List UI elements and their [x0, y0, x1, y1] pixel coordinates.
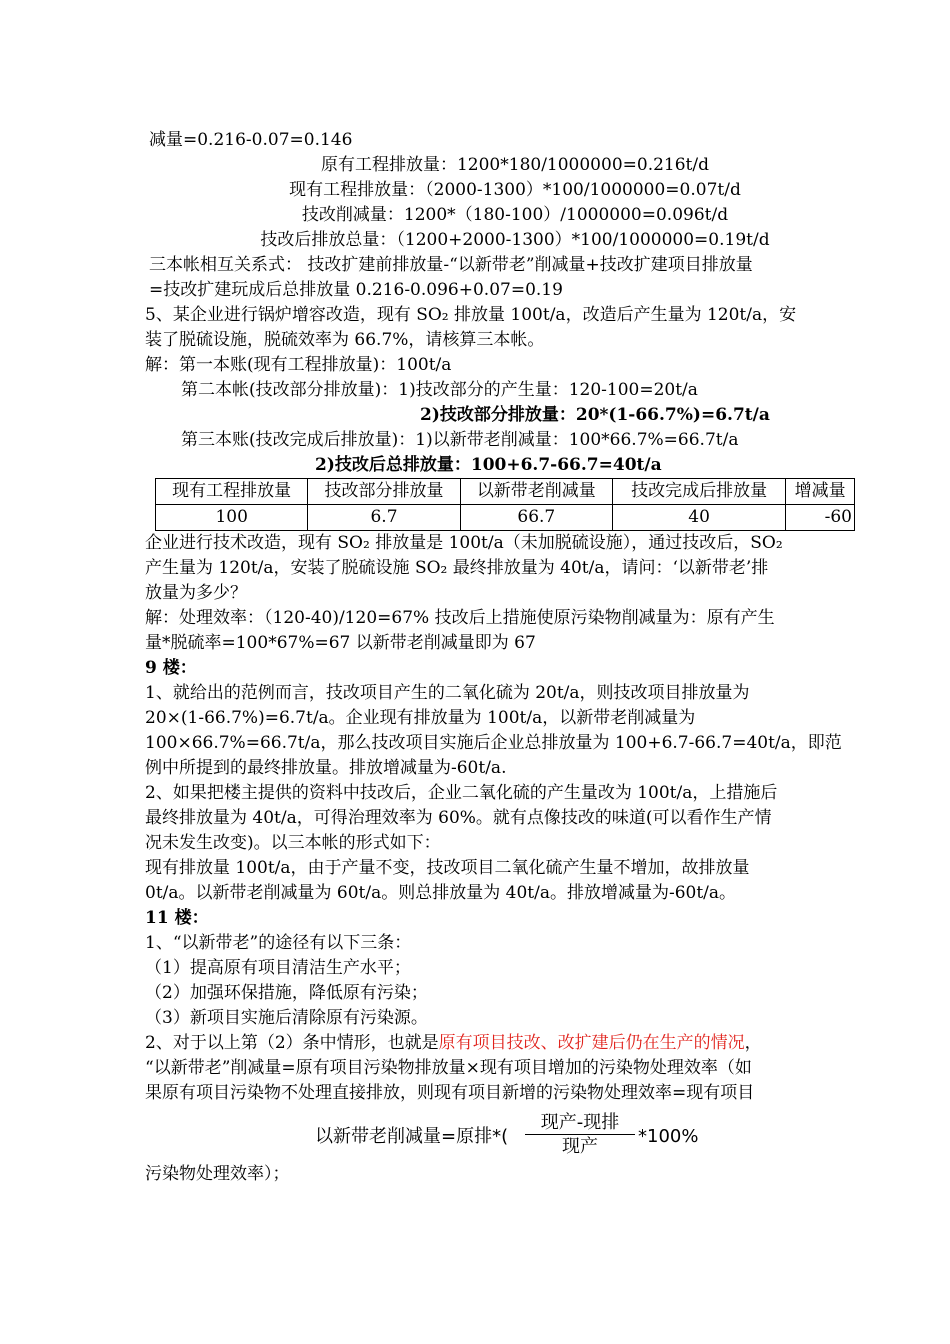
table-header-cell: 技改完成后排放量 — [612, 479, 785, 505]
text-line: 技改削减量：1200*（180-100）/1000000=0.096t/d — [301, 205, 729, 225]
formula-denominator: 现产 — [562, 1136, 598, 1157]
text-line: （2）加强环保措施，降低原有污染； — [145, 983, 428, 1003]
text-line: 现有工程排放量：（2000-1300）*100/1000000=0.07t/d — [289, 180, 741, 200]
text-line: 三本帐相互关系式： 技改扩建前排放量-“以新带老”削减量+技改扩建项目排放量 — [149, 255, 753, 275]
solution-line: 2)技改后总排放量：100+6.7-66.7=40t/a — [315, 455, 662, 475]
text-line: 技改后排放总量：（1200+2000-1300）*100/1000000=0.19t/d — [260, 230, 770, 250]
solution-line: 第二本帐(技改部分排放量)：1)技改部分的产生量：120-100=20t/a — [181, 380, 698, 400]
text-line: （3）新项目实施后清除原有污染源。 — [145, 1008, 428, 1028]
text-line: （1）提高原有项目清洁生产水平； — [145, 958, 411, 978]
table-row — [156, 505, 855, 531]
text-line: =技改扩建玩成后总排放量 0.216-0.096+0.07=0.19 — [149, 280, 563, 300]
text-line: 量*脱硫率=100*67%=67 以新带老削减量即为 67 — [145, 633, 536, 653]
text-line: 20×(1-66.7%)=6.7t/a。企业现有排放量为 100t/a，以新带老削减量为 — [145, 708, 696, 728]
formula-right: *100% — [638, 1126, 699, 1147]
text-line: 最终排放量为 40t/a，可得治理效率为 60%。就有点像技改的味道(可以看作生产情 — [145, 808, 772, 828]
question-5: 5、某企业进行锅炉增容改造，现有 SO₂ 排放量 100t/a，改造后产生量为 120t/a，安 — [145, 305, 797, 325]
text-line: 企业进行技术改造，现有 SO₂ 排放量是 100t/a（未加脱硫设施），通过技改后，SO₂ — [145, 533, 783, 553]
text-line: 1、“以新带老”的途径有以下三条： — [145, 933, 412, 953]
document-page — [145, 128, 852, 1187]
table-cell: 40 — [612, 505, 785, 531]
floor-heading: 9 楼： — [145, 658, 197, 678]
text-line: 100×66.7%=66.7t/a，那么技改项目实施后企业总排放量为 100+6.7-66.7=40t/a，即范 — [145, 733, 842, 753]
text-line: 放量为多少？ — [145, 583, 247, 603]
text-line: 果原有项目污染物不处理直接排放，则现有项目新增的污染物处理效率=现有项目 — [145, 1083, 755, 1103]
text-line: 装了脱硫设施，脱硫效率为 66.7%，请核算三本帐。 — [145, 330, 545, 350]
table-header-cell: 技改部分排放量 — [308, 479, 460, 505]
floor-heading: 11 楼： — [145, 908, 209, 928]
text-line: “以新带老”削减量=原有项目污染物排放量×现有项目增加的污染物处理效率（如 — [145, 1058, 752, 1078]
text-span: 2、对于以上第（2）条中情形，也就是 — [145, 1033, 439, 1053]
text-line: 况未发生改变)。以三本帐的形式如下： — [145, 833, 441, 853]
solution-line: 第三本账(技改完成后排放量)：1)以新带老削减量：100*66.7%=66.7t/a — [181, 430, 739, 450]
text-line: 1、就给出的范例而言，技改项目产生的二氧化硫为 20t/a，则技改项目排放量为 — [145, 683, 750, 703]
text-line: 例中所提到的最终排放量。排放增减量为-60t/a. — [145, 758, 507, 778]
text-line: 现有排放量 100t/a，由于产量不变，技改项目二氧化硫产生量不增加，故排放量 — [145, 858, 750, 878]
text-span: ， — [744, 1033, 762, 1053]
formula-left: 以新带老削减量=原排*( — [315, 1126, 509, 1147]
text-line: 原有工程排放量：1200*180/1000000=0.216t/d — [320, 155, 709, 175]
table-header-cell: 现有工程排放量 — [156, 479, 308, 505]
formula-numerator: 现产-现排 — [525, 1112, 635, 1135]
text-line: 解：处理效率：（120-40)/120=67% 技改后上措施使原污染物削减量为：原有产生 — [145, 608, 775, 628]
text-line: 产生量为 120t/a，安装了脱硫设施 SO₂ 最终排放量为 40t/a，请问：‘以新带老’排 — [145, 558, 769, 578]
table-cell: 100 — [156, 505, 308, 531]
table-header-cell: 以新带老削减量 — [460, 479, 612, 505]
text-line: 0t/a。以新带老削减量为 60t/a。则总排放量为 40t/a。排放增减量为-60t/a。 — [145, 883, 737, 903]
solution-line: 解：第一本账(现有工程排放量)：100t/a — [145, 355, 452, 375]
solution-line: 2)技改部分排放量：20*(1-66.7%)=6.7t/a — [420, 405, 770, 425]
text-line: 2、如果把楼主提供的资料中技改后，企业二氧化硫的产生量改为 100t/a，上措施后 — [145, 783, 778, 803]
ledger-table — [155, 478, 855, 531]
highlighted-text: 原有项目技改、改扩建后仍在生产的情况 — [438, 1033, 745, 1053]
table-header-row — [156, 479, 855, 505]
text-line: 污染物处理效率）； — [145, 1164, 290, 1184]
formula-image — [145, 1112, 845, 1162]
table-cell: 6.7 — [308, 505, 460, 531]
table-cell: 66.7 — [460, 505, 612, 531]
table-cell: -60 — [786, 505, 855, 531]
text-line: 减量=0.216-0.07=0.146 — [149, 130, 353, 150]
table-header-cell: 增减量 — [786, 479, 855, 505]
formula-fraction — [525, 1112, 635, 1159]
text-line — [145, 1031, 845, 1056]
